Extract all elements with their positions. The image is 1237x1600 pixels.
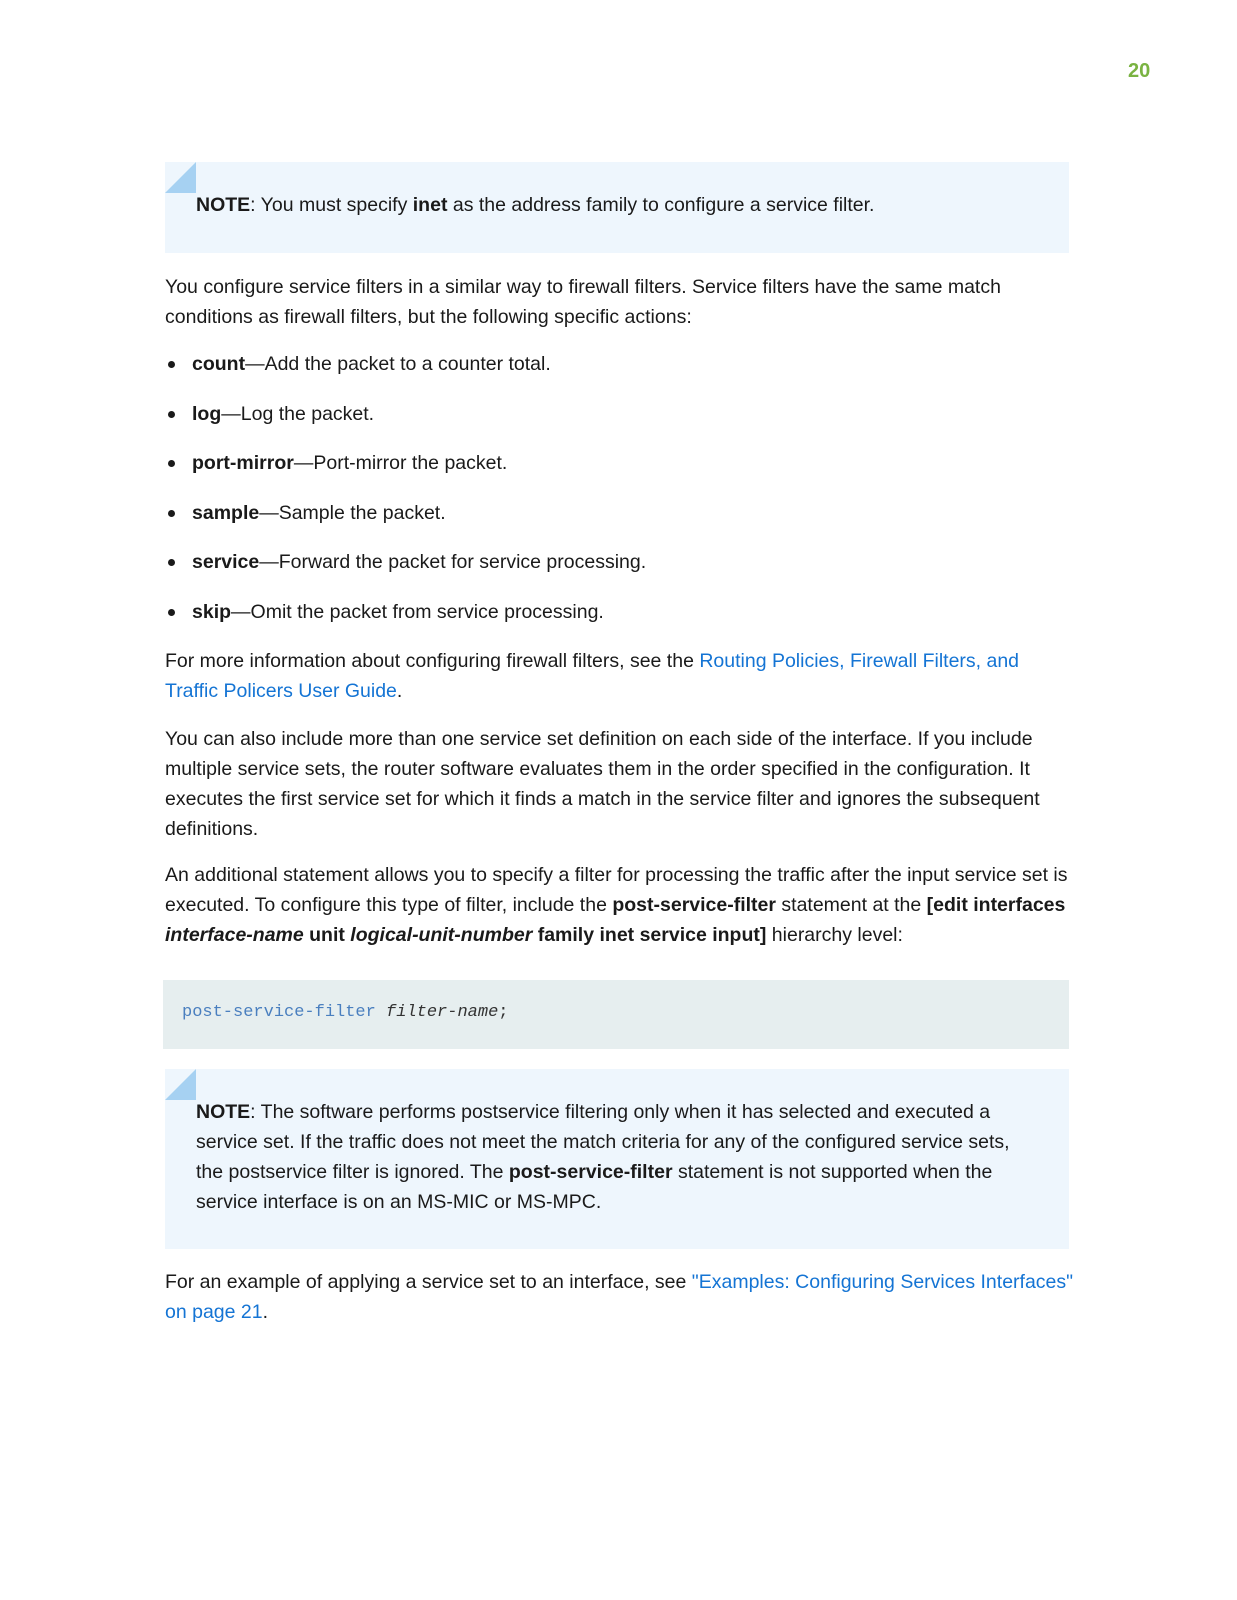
- action-desc: —Port-mirror the packet.: [293, 452, 508, 475]
- bullet-icon: [168, 411, 175, 418]
- action-term: log: [192, 402, 222, 425]
- more-info-end: .: [396, 680, 403, 702]
- examples-link[interactable]: "Examples: Configuring Services Interfaces" on page 21: [165, 1271, 1074, 1323]
- list-item: [165, 597, 646, 647]
- additional-bold: post-service-filter: [612, 894, 776, 916]
- example-paragraph: [165, 1267, 1075, 1327]
- list-item: [165, 547, 646, 597]
- additional-text: hierarchy level:: [766, 924, 903, 946]
- additional-italic: logical-unit-number: [350, 924, 533, 946]
- guide-link[interactable]: Routing Policies, Firewall Filters, and Traffic Policers User Guide: [165, 650, 1020, 702]
- list-item: [165, 399, 646, 449]
- code-keyword: post-service-filter: [182, 1003, 376, 1022]
- more-info-paragraph: [165, 646, 1075, 706]
- multi-sets-paragraph: You can also include more than one service set definition on each side of the interface. If you include multiple service sets, the router software evaluates them in the order specified in the configuration. It executes the first service set for which it finds a match in the service filter and ignores the subsequent definitions.: [165, 728, 1040, 840]
- bullet-icon: [168, 609, 175, 616]
- action-desc: —Omit the packet from service processing.: [231, 600, 604, 623]
- additional-paragraph: [165, 860, 1075, 950]
- note-bold: inet: [412, 194, 448, 216]
- additional-italic: interface-name: [165, 924, 304, 946]
- note-corner-icon: [165, 1069, 196, 1100]
- note-text: as the address family to configure a service filter.: [447, 194, 875, 216]
- bullet-icon: [168, 460, 175, 467]
- additional-bold: unit: [303, 924, 351, 946]
- note-box: [165, 162, 1069, 253]
- additional-text: statement at the: [775, 894, 927, 916]
- list-item: [165, 349, 646, 399]
- action-term: skip: [192, 600, 232, 623]
- note-box: [165, 1069, 1069, 1249]
- note-bold: post-service-filter: [508, 1161, 673, 1183]
- action-desc: —Forward the packet for service processing.: [259, 551, 647, 574]
- note-label: NOTE: [196, 1101, 251, 1123]
- code-end: ;: [498, 1003, 509, 1022]
- additional-bold: family inet service input]: [532, 924, 767, 946]
- action-term: sample: [192, 501, 260, 524]
- action-desc: —Log the packet.: [221, 402, 375, 425]
- list-item: [165, 448, 646, 498]
- bullet-icon: [168, 361, 175, 368]
- bullet-icon: [168, 510, 175, 517]
- intro-paragraph: You configure service filters in a similar way to firewall filters. Service filters have the same match conditions as firewall filters, but the following specific actions:: [165, 276, 1001, 328]
- bullet-icon: [168, 559, 175, 566]
- action-term: count: [192, 353, 246, 375]
- note-corner-icon: [165, 162, 196, 193]
- action-desc: —Sample the packet.: [259, 501, 446, 524]
- list-item: [165, 498, 646, 548]
- note-text: statement is not supported when the service interface is on an MS-MIC or MS-MPC.: [196, 1161, 993, 1213]
- code-block: [163, 980, 1069, 1049]
- note-label: NOTE: [196, 194, 251, 216]
- action-term: service: [192, 551, 260, 574]
- action-desc: —Add the packet to a counter total.: [245, 353, 551, 375]
- additional-bold: [edit interfaces: [926, 894, 1066, 916]
- actions-list: [165, 349, 646, 647]
- more-info-text: For more information about configuring firewall filters, see the: [165, 650, 700, 672]
- note-text: : The software performs postservice filtering only when it has selected and executed a service set. If the traffic does not meet the match criteria for any of the configured service sets, the postservice filter is ignored. The: [196, 1101, 1010, 1183]
- example-text: For an example of applying a service set to an interface, see: [165, 1271, 692, 1293]
- additional-text: An additional statement allows you to specify a filter for processing the traffic after the input service set is executed. To configure this type of filter, include the: [165, 864, 1068, 916]
- code-argument: filter-name: [386, 1003, 499, 1022]
- example-end: .: [262, 1301, 269, 1323]
- action-term: port-mirror: [192, 452, 294, 475]
- note-text: : You must specify: [250, 194, 413, 216]
- page-number: 20: [1128, 60, 1151, 82]
